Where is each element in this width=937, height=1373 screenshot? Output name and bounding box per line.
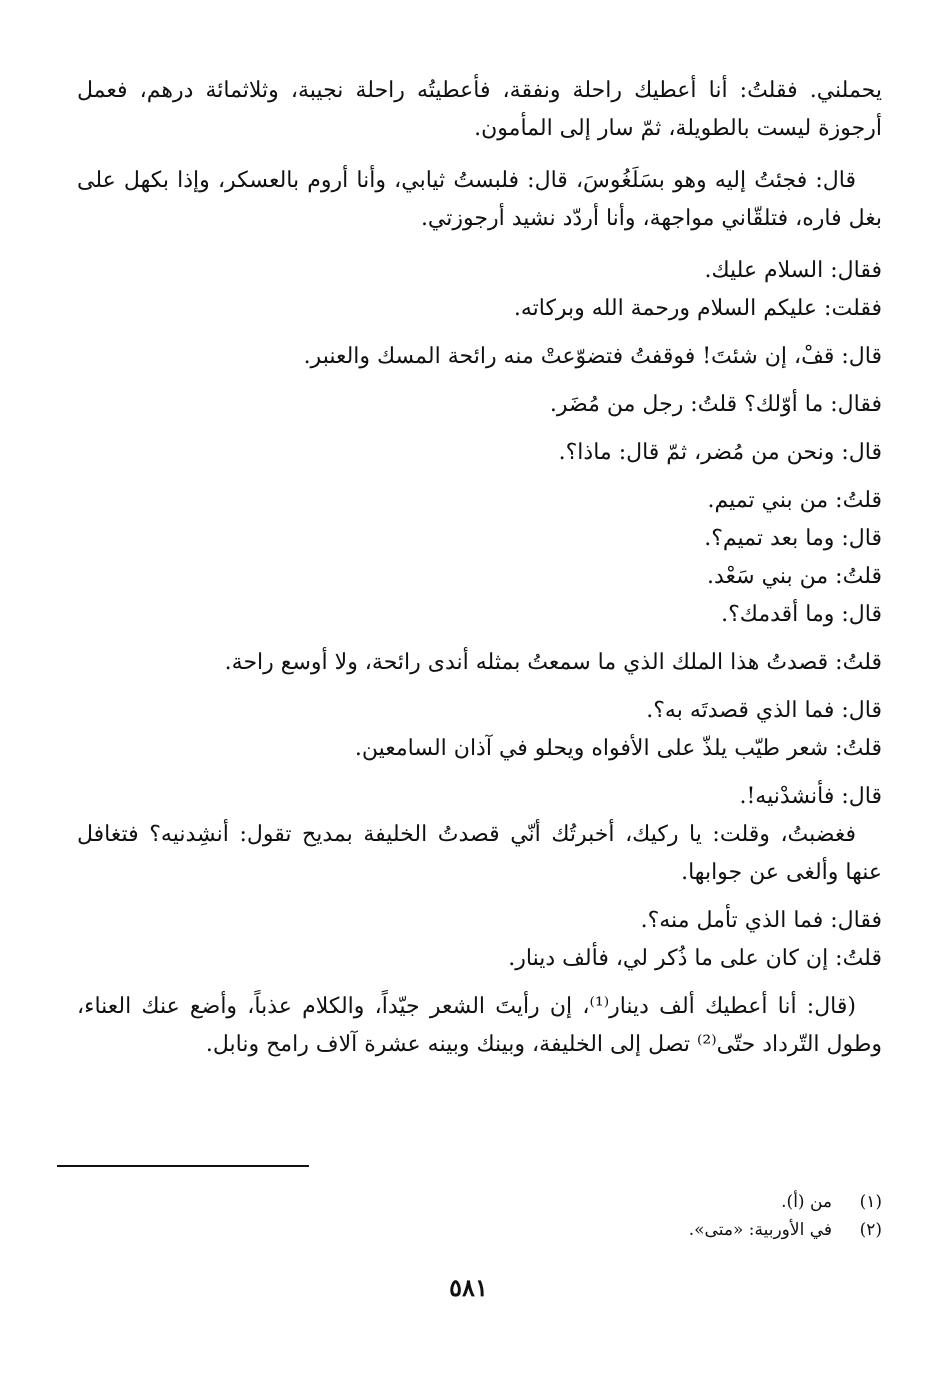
- footnote-text: في الأوربية: «متى».: [688, 1220, 832, 1240]
- paragraph-1: يحملني. فقلتُ: أنا أعطيك راحلة ونفقة، فأعطيتُه راحلة نجيبة، وثلاثمائة درهم، فعمل أرجوزة ليست بالطويلة، ثمّ سار إلى المأمون.: [77, 78, 882, 141]
- paragraph-2: قال: فجئتُ إليه وهو بسَلَغُوسَ، قال: فلبستُ ثيابي، وأنا أروم بالعسكر، وإذا بكهل على بغل فاره، فتلقّاني مواجهة، وأنا أردّد نشيد أرجوزتي.: [77, 168, 882, 231]
- footnotes: [77, 1188, 882, 1244]
- footnote-number: (٢): [859, 1220, 882, 1240]
- dialogue-line: قلتُ: من بني سَعْد.: [706, 564, 882, 589]
- dialogue-line: قلتُ: من بني تميم.: [707, 488, 882, 513]
- dialogue-line: فقال: ما أوّلك؟ قلتُ: رجل من مُضَر.: [549, 392, 882, 417]
- dialogue-line: فقلت: عليكم السلام ورحمة الله وبركاته.: [513, 296, 882, 321]
- footnote-1: [77, 1188, 882, 1216]
- footnote-2: [77, 1216, 882, 1244]
- footnote-number: (١): [859, 1192, 882, 1212]
- main-text: [77, 72, 882, 1064]
- paragraph-offer: (قال: أنا أعطيك ألف دينار⁽¹⁾، إن رأيتَ الشعر جيّداً، والكلام عذباً، وأضع عنك العناء، وطول التّرداد حتّى⁽²⁾ تصل إلى الخليفة، وبينك وبينه عشرة آلاف رامح ونابل.: [77, 994, 882, 1057]
- dialogue-line: قال: فأنشدْنيه!.: [739, 784, 882, 809]
- footnote-text: من (أ).: [781, 1192, 832, 1212]
- dialogue-line: قال: وما أقدمك؟.: [721, 602, 882, 627]
- dialogue-line: قلتُ: إن كان على ما ذُكر لي، فألف دينار.: [508, 946, 882, 971]
- dialogue-line: فقال: فما الذي تأمل منه؟.: [640, 908, 882, 933]
- dialogue-line: فقال: السلام عليك.: [704, 258, 882, 283]
- dialogue-line: قال: فما الذي قصدتَه به؟.: [646, 698, 882, 723]
- page-number: ٥٨١: [449, 1273, 488, 1302]
- dialogue-line: قال: قفْ، إن شئتَ! فوقفتُ فتضوّعتْ منه رائحة المسك والعنبر.: [303, 344, 882, 369]
- dialogue-line: قال: ونحن من مُضر، ثمّ قال: ماذا؟.: [558, 440, 882, 465]
- dialogue-line: قلتُ: قصدتُ هذا الملك الذي ما سمعتُ بمثله أندى رائحة، ولا أوسع راحة.: [224, 650, 882, 675]
- paragraph-anger: فغضبتُ، وقلت: يا ركيك، أخبرتُك أنّي قصدتُ الخليفة بمديح تقول: أنشِدنيه؟ فتغافل عنها وألغى عن جوابها.: [77, 822, 882, 885]
- dialogue-line: قال: وما بعد تميم؟.: [704, 526, 882, 551]
- dialogue-line: قلتُ: شعر طيّب يلذّ على الأفواه ويحلو في آذان السامعين.: [354, 736, 882, 761]
- footnote-rule: [57, 1165, 309, 1167]
